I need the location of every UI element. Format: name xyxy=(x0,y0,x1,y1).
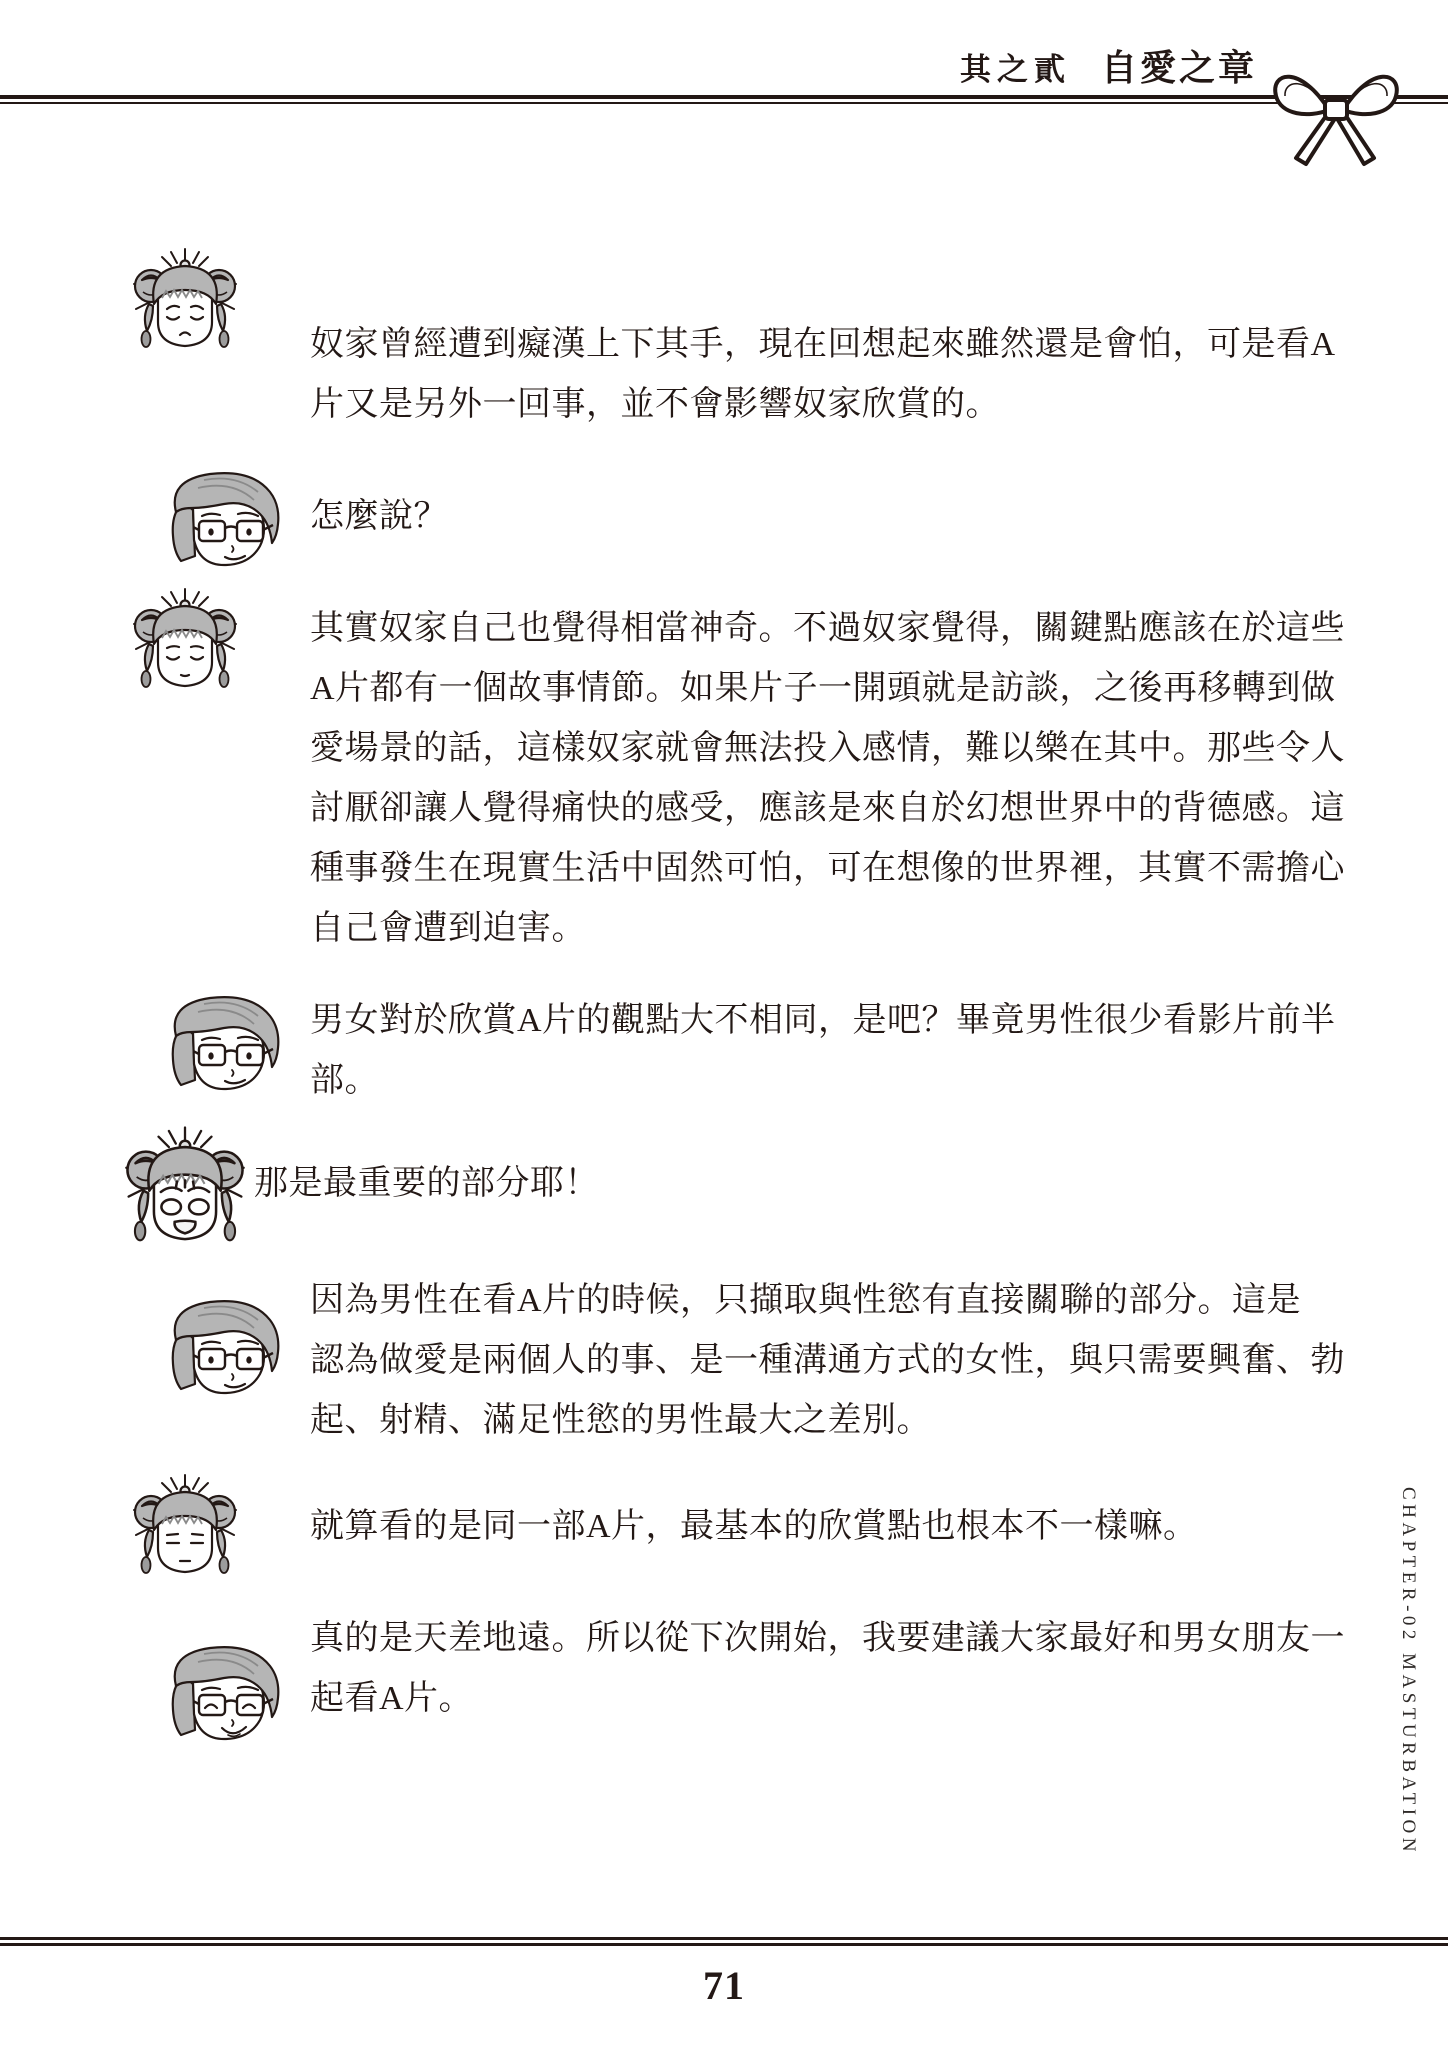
dialogue-text xyxy=(254,1154,1272,1214)
dialogue-line: 起、射精、滿足性慾的男性最大之差別。 xyxy=(310,1402,931,1439)
dialogue-line: 男女對於欣賞A片的觀點大不相同，是吧？畢竟男性很少看影片前半 xyxy=(310,1002,1336,1039)
courtesan-avatar xyxy=(124,1124,246,1253)
expert-avatar xyxy=(148,990,288,1092)
dialogue-line: 自己會遭到迫害。 xyxy=(310,910,586,947)
dialogue-line: 奴家曾經遭到癡漢上下其手，現在回想起來雖然還是會怕，可是看A xyxy=(310,326,1336,363)
courtesan-avatar xyxy=(132,246,238,358)
courtesan-avatar xyxy=(132,1472,238,1584)
dialogue-text xyxy=(310,991,1336,1111)
courtesan-avatar xyxy=(132,586,238,698)
page-number: 71 xyxy=(703,1963,745,2008)
dialogue-line: A片都有一個故事情節。如果片子一開頭就是訪談，之後再移轉到做 xyxy=(310,670,1336,707)
dialogue-line: 真的是天差地遠。所以從下次開始，我要建議大家最好和男女朋友一 xyxy=(310,1620,1345,1657)
dialogue-line: 片又是另外一回事，並不會影響奴家欣賞的。 xyxy=(310,386,1000,423)
expert-avatar xyxy=(148,1640,288,1742)
dialogue-line: 其實奴家自己也覺得相當神奇。不過奴家覺得，關鍵點應該在於這些 xyxy=(310,610,1345,647)
dialogue-text xyxy=(310,1271,1345,1451)
section-label: 其之貳 xyxy=(960,52,1071,87)
dialogue-line: 部。 xyxy=(310,1062,379,1099)
dialogue-text xyxy=(310,1609,1345,1729)
footer-double-rule xyxy=(0,1937,1448,1946)
dialogue-line: 認為做愛是兩個人的事、是一種溝通方式的女性，與只需要興奮、勃 xyxy=(310,1342,1345,1379)
dialogue-text xyxy=(310,487,1328,547)
dialogue-line: 種事發生在現實生活中固然可怕，可在想像的世界裡，其實不需擔心 xyxy=(310,850,1345,887)
expert-avatar xyxy=(148,1294,288,1396)
dialogue-text xyxy=(310,315,1336,435)
dialogue-text xyxy=(310,1497,1328,1557)
dialogue-line: 起看A片。 xyxy=(310,1680,474,1717)
header-double-rule xyxy=(0,95,1448,104)
dialogue-line: 那是最重要的部分耶！ xyxy=(254,1165,599,1202)
expert-avatar xyxy=(148,466,288,568)
chapter-title: 自愛之章 xyxy=(1101,48,1258,88)
dialogue-line: 怎麼說？ xyxy=(310,498,448,535)
dialogue-line: 就算看的是同一部A片，最基本的欣賞點也根本不一樣嘛。 xyxy=(310,1508,1198,1545)
dialogue-line: 討厭卻讓人覺得痛快的感受，應該是來自於幻想世界中的背德感。這 xyxy=(310,790,1345,827)
chapter-side-label-text: CHAPTER-02 MASTURBATION xyxy=(1398,1487,1419,1856)
chapter-side-label xyxy=(1394,1487,1420,1856)
ribbon-bow-icon xyxy=(1266,44,1406,170)
dialogue-text xyxy=(310,599,1345,959)
dialogue-line: 因為男性在看A片的時候，只擷取與性慾有直接關聯的部分。這是 xyxy=(310,1282,1302,1319)
dialogue-line: 愛場景的話，這樣奴家就會無法投入感情，難以樂在其中。那些令人 xyxy=(310,730,1345,767)
page-header xyxy=(960,40,1257,91)
